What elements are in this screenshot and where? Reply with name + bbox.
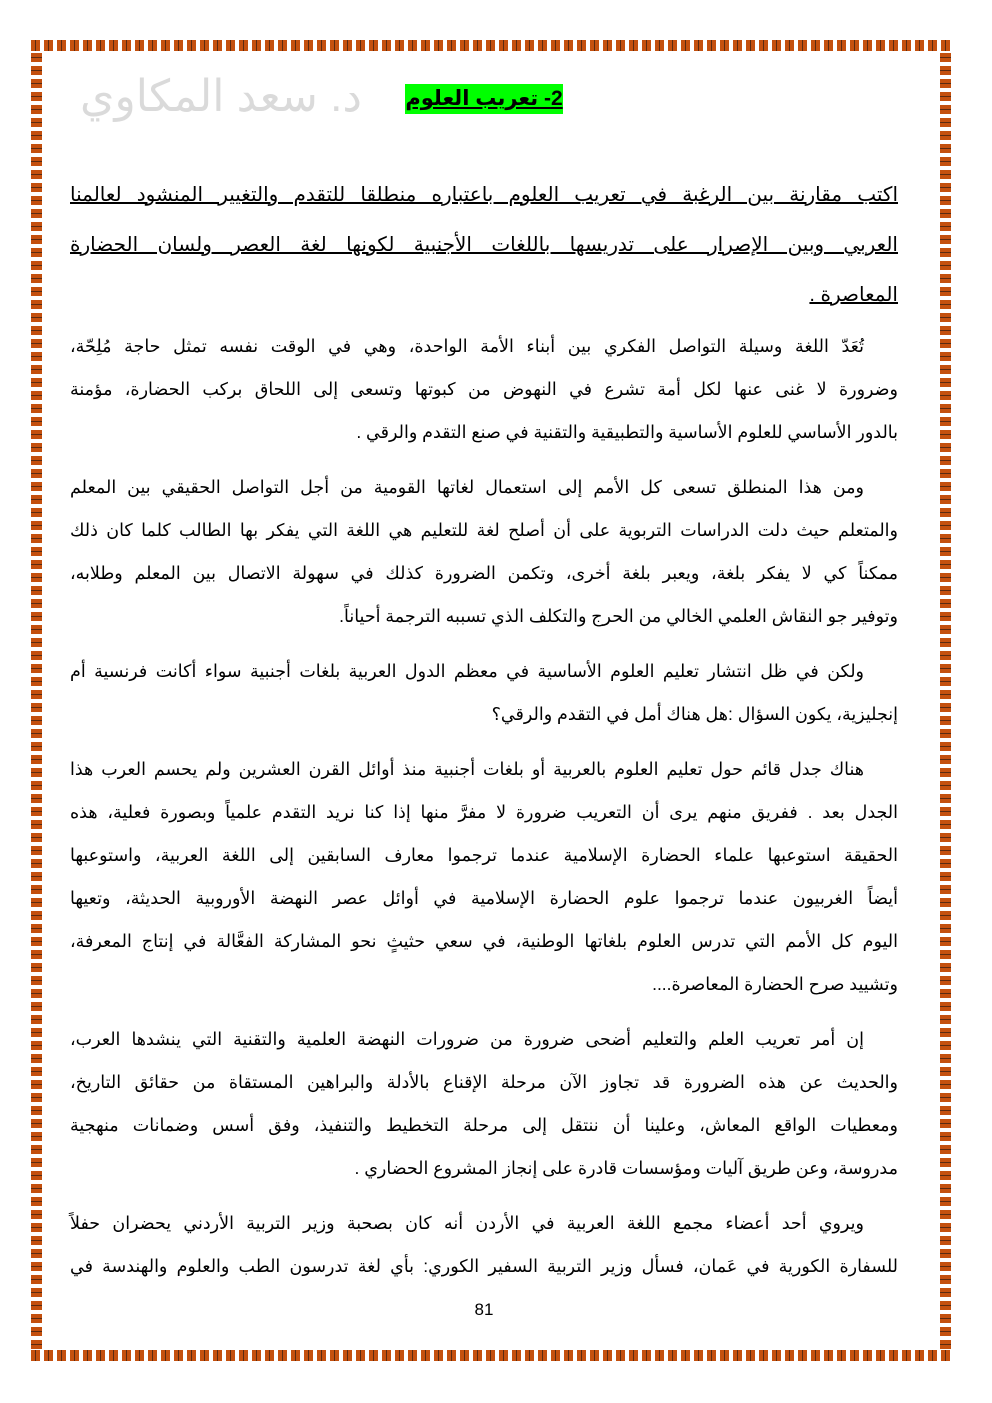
paragraph xyxy=(70,1018,898,1190)
text-line: الجدل بعد . ففريق منهم يرى أن التعريب ضرورة لا مفرَّ منها إذا كنا نريد التقدم علمياً وبصورة فعلية، هذه xyxy=(70,802,898,822)
section-title: 2- تعريب العلوم xyxy=(405,84,563,114)
text-line: إنجليزية، يكون السؤال :هل هناك أمل في التقدم والرقي؟ xyxy=(491,704,898,724)
paragraph xyxy=(70,748,898,1006)
text-line: ممكناً كي لا يفكر بلغة، ويعبر بلغة أخرى، وتكمن الضرورة كذلك في سهولة الاتصال بين المعلم وطلابه، xyxy=(70,563,898,583)
text-line: والمتعلم حيث دلت الدراسات التربوية على أن أصلح لغة للتعليم هي اللغة التي يفكر بها الطالب كلما كان ذلك xyxy=(70,520,898,540)
text-line: والحديث عن هذه الضرورة قد تجاوز الآن مرحلة الإقناع بالأدلة والبراهين المستقاة من حقائق التاريخ، xyxy=(70,1072,898,1092)
decorative-border-right xyxy=(940,52,951,1349)
question xyxy=(70,170,898,320)
text-line: أيضاً الغربيون عندما ترجموا علوم الحضارة الإسلامية في أوائل عصر النهضة الأوروبية الحديثة، وتعيها xyxy=(70,888,898,908)
watermark: د. سعد المكاوي xyxy=(80,72,362,121)
text-line: مدروسة، وعن طريق آليات ومؤسسات قادرة على إنجاز المشروع الحضاري . xyxy=(354,1158,898,1178)
body-text xyxy=(70,325,898,1300)
text-line: ولكن في ظل انتشار تعليم العلوم الأساسية في معظم الدول العربية بلغات أجنبية سواء أكانت فرنسية أم xyxy=(70,661,864,681)
text-line: ويروي أحد أعضاء مجمع اللغة العربية في الأردن أنه كان بصحبة وزير التربية الأردني يحضران حفلاً xyxy=(70,1213,864,1233)
text-line: وتشييد صرح الحضارة المعاصرة.... xyxy=(652,974,898,994)
decorative-border-bottom xyxy=(30,1350,952,1361)
question-line: العربي وبين الإصرار على تدريسها باللغات الأجنبية لكونها لغة العصر ولسان الحضارة xyxy=(70,234,898,256)
text-line: وتوفير جو النقاش العلمي الخالي من الحرج والتكلف الذي تسببه الترجمة أحياناً. xyxy=(339,606,898,626)
paragraph xyxy=(70,325,898,454)
question-line: اكتب مقارنة بين الرغبة في تعريب العلوم باعتباره منطلقا للتقدم والتغيير المنشود لعالمنا xyxy=(70,184,898,206)
text-line: هناك جدل قائم حول تعليم العلوم بالعربية أو بلغات أجنبية منذ أوائل القرن العشرين ولم يحسم العرب هذا xyxy=(70,759,864,779)
text-line: إن أمر تعريب العلم والتعليم أضحى ضرورة من ضرورات النهضة العلمية والتقنية التي ينشدها العرب، xyxy=(70,1029,864,1049)
text-line: بالدور الأساسي للعلوم الأساسية والتطبيقية والتقنية في صنع التقدم والرقي . xyxy=(356,422,898,442)
text-line: ومن هذا المنطلق تسعى كل الأمم إلى استعمال لغاتها القومية من أجل التواصل الحقيقي بين المعلم xyxy=(70,477,865,497)
decorative-border-left xyxy=(31,52,42,1349)
page-number: 81 xyxy=(474,1300,494,1319)
text-line: الحقيقة استوعبها علماء الحضارة الإسلامية عندما ترجموا معارف السابقين إلى اللغة العربية، واستوعبها xyxy=(70,845,898,865)
decorative-border-top xyxy=(30,40,952,51)
text-line: اليوم كل الأمم التي تدرس العلوم بلغاتها الوطنية، في سعي حثيثٍ نحو المشاركة الفعَّالة في إنتاج المعرفة، xyxy=(70,931,898,951)
paragraph xyxy=(70,466,898,638)
text-line: تُعَدّ اللغة وسيلة التواصل الفكري بين أبناء الأمة الواحدة، وهي في الوقت نفسه تمثل حاجة مُلِحّة، xyxy=(70,336,864,356)
paragraph xyxy=(70,1202,898,1288)
question-line: المعاصرة . xyxy=(809,284,898,306)
paragraph xyxy=(70,650,898,736)
text-line: ومعطيات الواقع المعاش، وعلينا أن ننتقل إلى مرحلة التخطيط والتنفيذ، وفق أسس وضمانات منهجية xyxy=(70,1115,898,1135)
text-line: وضرورة لا غنى عنها لكل أمة تشرع في النهوض من كبوتها وتسعى إلى اللحاق بركب الحضارة، مؤمنة xyxy=(70,379,898,399)
text-line: للسفارة الكورية في عَمان، فسأل وزير التربية السفير الكوري: بأي لغة تدرسون الطب والعلوم والهندسة في xyxy=(70,1256,898,1276)
